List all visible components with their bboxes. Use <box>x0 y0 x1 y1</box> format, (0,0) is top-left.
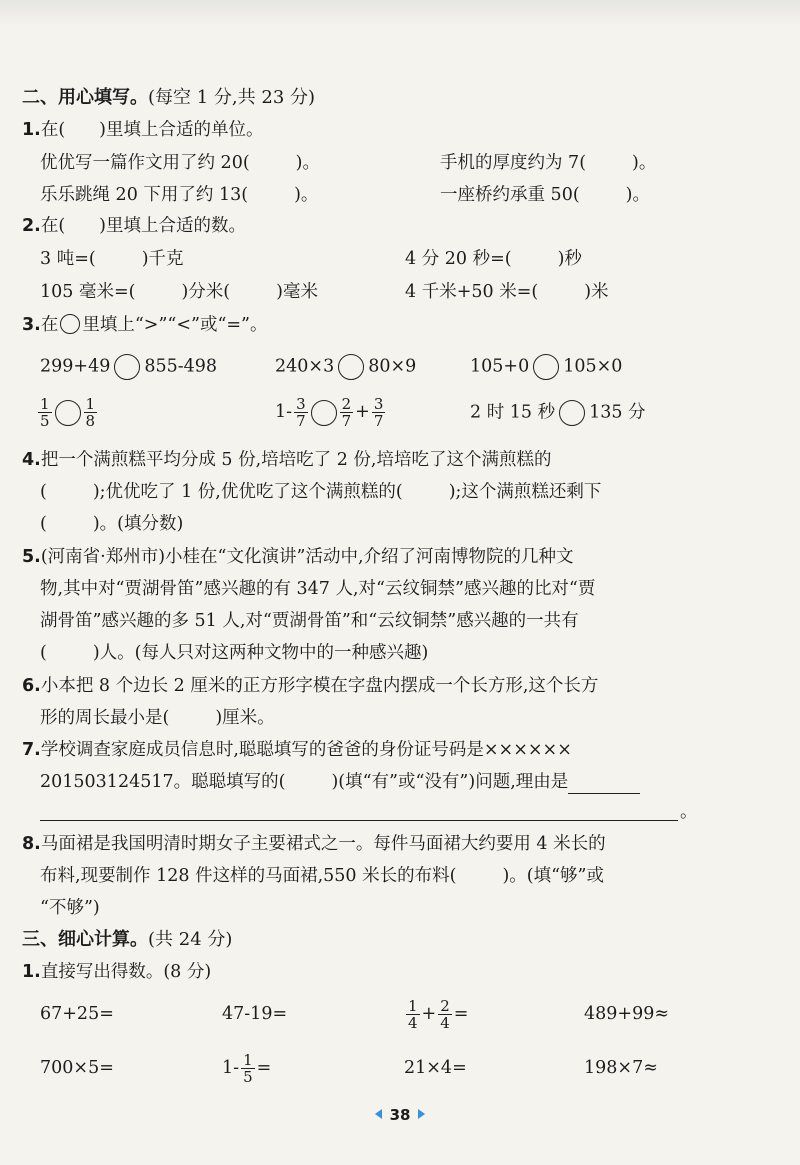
text: )。 <box>294 185 319 205</box>
question-2-stem <box>22 214 246 238</box>
question-number: 5. <box>22 547 41 567</box>
text: 里填上“>”“<”或“=”。 <box>82 315 268 335</box>
question-8-line-1 <box>22 832 606 856</box>
compare-circle[interactable] <box>311 400 337 426</box>
triangle-right-icon <box>418 1109 425 1119</box>
numerator: 2 <box>440 997 450 1015</box>
section-3-title: 三、细心计算。 <box>22 929 148 950</box>
fraction <box>438 998 452 1031</box>
q2-item-tons <box>40 247 184 271</box>
compare-circle[interactable] <box>533 354 559 380</box>
text: )米 <box>584 282 609 302</box>
question-4-line-1 <box>22 448 551 472</box>
text: )千克 <box>141 249 184 269</box>
text: 1- <box>222 1058 240 1078</box>
denominator: 7 <box>373 412 384 430</box>
question-7-line-1 <box>22 738 572 762</box>
text: ( <box>40 643 47 663</box>
question-6-line-2 <box>40 706 275 730</box>
text: = <box>256 1058 272 1078</box>
text: 4 千米+50 米=( <box>405 282 539 302</box>
text: )毫米 <box>276 282 318 302</box>
fraction <box>372 396 386 429</box>
text: )里填上合适的单位。 <box>99 120 264 140</box>
question-8-line-2 <box>40 864 604 888</box>
question-number: 1. <box>22 962 41 982</box>
q1-item-bridge <box>440 183 650 207</box>
compare-circle[interactable] <box>559 400 585 426</box>
question-4-line-2 <box>40 480 601 504</box>
answer-line[interactable] <box>40 820 678 821</box>
text: 299+49 <box>40 356 111 377</box>
text: )。 <box>295 153 320 173</box>
denominator: 7 <box>341 412 352 430</box>
text: 手机的厚度约为 7( <box>440 153 587 173</box>
question-7-end: 。 <box>680 802 698 822</box>
text: 在 <box>40 315 59 335</box>
text: )厘米。 <box>215 708 275 728</box>
question-8-line-3: “不够”) <box>40 898 100 918</box>
text: )(填“有”或“没有”)问题,理由是 <box>331 772 569 792</box>
text: ( <box>40 514 47 534</box>
text: 小本把 8 个边长 2 厘米的正方形字模在字盘内摆成一个长方形,这个长方 <box>40 676 599 696</box>
question-4-line-3 <box>40 512 183 536</box>
question-7-line-2 <box>40 770 640 794</box>
question-1-stem <box>22 118 263 142</box>
calc-item: 47-19= <box>222 1004 288 1024</box>
question-5-line-1 <box>22 545 574 569</box>
numerator: 3 <box>296 395 306 413</box>
question-number: 3. <box>22 315 41 335</box>
q2-item-meters <box>405 280 609 304</box>
section-3-header <box>22 928 232 952</box>
denominator: 5 <box>243 1068 253 1086</box>
text: )人。(每人只对这两种文物中的一种感兴趣) <box>92 643 429 663</box>
text: 135 分 <box>589 402 646 423</box>
denominator: 8 <box>85 412 96 430</box>
text: 105 毫米=( <box>40 282 136 302</box>
scan-shadow <box>0 0 800 26</box>
section-3-question-1-stem <box>22 960 211 984</box>
page-number <box>0 1106 800 1124</box>
text: ( <box>40 482 47 502</box>
text: );这个满煎糕还剩下 <box>448 482 602 502</box>
calc-item-fraction-sum <box>404 994 468 1034</box>
denominator: 4 <box>440 1014 450 1032</box>
q3-compare-6 <box>470 400 646 426</box>
text: 105+0 <box>470 356 530 377</box>
section-2-header <box>22 86 315 110</box>
text: 布料,现要制作 128 件这样的马面裙,550 米长的布料( <box>40 866 457 886</box>
text: 80×9 <box>368 356 417 377</box>
text: 201503124517。聪聪填写的( <box>40 772 286 792</box>
calc-item: 21×4= <box>404 1058 467 1078</box>
text: 2 时 15 秒 <box>470 402 556 423</box>
text: 学校调查家庭成员信息时,聪聪填写的爸爸的身份证号码是×××××× <box>40 740 572 760</box>
text: )。(填分数) <box>92 514 184 534</box>
section-3-note: (共 24 分) <box>148 929 233 950</box>
calc-item: 198×7≈ <box>584 1058 658 1078</box>
question-5-line-3: 湖骨笛”感兴趣的多 51 人,对“贾湖骨笛”和“云纹铜禁”感兴趣的一共有 <box>40 611 579 631</box>
text: )分米( <box>181 282 231 302</box>
question-number: 6. <box>22 676 41 696</box>
section-2-note: (每空 1 分,共 23 分) <box>148 87 316 108</box>
q1-item-phone <box>440 151 656 175</box>
q3-compare-4 <box>36 392 99 432</box>
fraction <box>84 396 98 429</box>
page-number-text: 38 <box>389 1106 411 1124</box>
numerator: 1 <box>243 1051 253 1069</box>
fraction <box>340 396 354 429</box>
numerator: 1 <box>85 395 96 413</box>
numerator: 1 <box>408 997 418 1015</box>
q2-item-millimeters <box>40 280 318 304</box>
denominator: 4 <box>408 1014 418 1032</box>
text: 在( <box>40 216 66 236</box>
compare-circle[interactable] <box>114 354 140 380</box>
fraction <box>38 396 52 429</box>
text: 优优写一篇作文用了约 20( <box>40 153 250 173</box>
text: 把一个满煎糕平均分成 5 份,培培吃了 2 份,培培吃了这个满煎糕的 <box>40 450 552 470</box>
question-number: 1. <box>22 120 41 140</box>
question-number: 7. <box>22 740 41 760</box>
compare-circle[interactable] <box>55 400 81 426</box>
question-5-line-2: 物,其中对“贾湖骨笛”感兴趣的有 347 人,对“云纹铜禁”感兴趣的比对“贾 <box>40 579 596 599</box>
question-number: 4. <box>22 450 41 470</box>
text: );优优吃了 1 份,优优吃了这个满煎糕的( <box>92 482 403 502</box>
question-5-line-4 <box>40 641 428 665</box>
calc-item: 700×5= <box>40 1058 114 1078</box>
text: )。 <box>632 153 657 173</box>
text: 240×3 <box>275 356 335 377</box>
q3-compare-3 <box>470 354 622 380</box>
text: = <box>453 1004 469 1024</box>
text: 乐乐跳绳 20 下用了约 13( <box>40 185 249 205</box>
numerator: 3 <box>373 395 384 413</box>
fraction <box>406 998 420 1031</box>
text: + <box>355 402 370 422</box>
text: 一座桥约承重 50( <box>440 185 580 205</box>
calc-item: 489+99≈ <box>584 1004 669 1024</box>
text: )里填上合适的数。 <box>99 216 246 236</box>
compare-circle[interactable] <box>338 354 364 380</box>
text: )。(填“够”或 <box>502 866 605 886</box>
calc-item: 67+25= <box>40 1004 114 1024</box>
q3-compare-2 <box>275 354 416 380</box>
q3-compare-5 <box>275 392 387 432</box>
text: 855-498 <box>144 356 218 377</box>
question-number: 8. <box>22 834 41 854</box>
text: 形的周长最小是( <box>40 708 170 728</box>
text: 4 分 20 秒=( <box>405 249 512 269</box>
text: 1- <box>275 402 293 422</box>
triangle-left-icon <box>375 1109 382 1119</box>
fraction <box>294 396 308 429</box>
answer-blank[interactable] <box>568 775 640 794</box>
text: 在( <box>40 120 66 140</box>
fraction <box>241 1052 255 1085</box>
numerator: 1 <box>40 395 50 413</box>
question-3-stem <box>22 313 268 337</box>
text: 马面裙是我国明清时期女子主要裙式之一。每件马面裙大约要用 4 米长的 <box>40 834 606 854</box>
text: 3 吨=( <box>40 249 96 269</box>
q2-item-seconds <box>405 247 582 271</box>
text: + <box>421 1004 437 1024</box>
denominator: 7 <box>296 412 306 430</box>
section-2-title: 二、用心填写。 <box>22 87 148 108</box>
question-6-line-1 <box>22 674 598 698</box>
q1-item-essay <box>40 151 320 175</box>
text: 直接写出得数。(8 分) <box>40 962 212 982</box>
calc-item-fraction-diff <box>222 1048 271 1088</box>
numerator: 2 <box>341 395 352 413</box>
text: 105×0 <box>563 356 623 377</box>
text: (河南省·郑州市)小桂在“文化演讲”活动中,介绍了河南博物院的几种文 <box>40 547 574 567</box>
question-number: 2. <box>22 216 41 236</box>
q1-item-rope <box>40 183 318 207</box>
text: )秒 <box>557 249 582 269</box>
text: )。 <box>625 185 650 205</box>
denominator: 5 <box>40 412 50 430</box>
compare-circle-icon <box>60 314 80 334</box>
q3-compare-1 <box>40 354 217 380</box>
